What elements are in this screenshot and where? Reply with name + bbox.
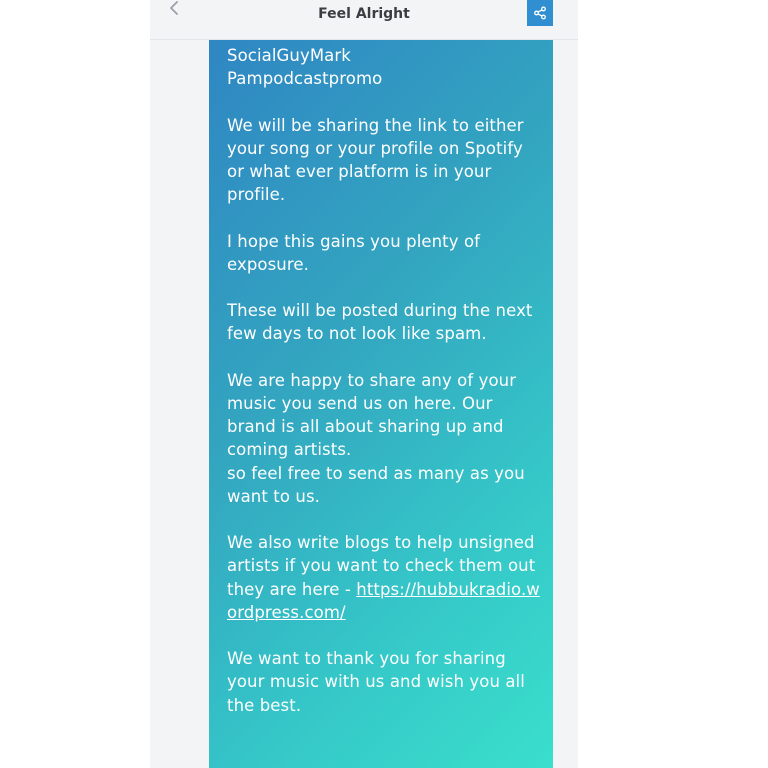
share-button[interactable] <box>527 0 553 26</box>
chat-screen <box>150 0 578 768</box>
paragraph-4 <box>227 369 545 508</box>
top-bar <box>150 0 578 40</box>
sender-name: SocialGuyMark <box>227 46 351 65</box>
sender-handle: Pampodcastpromo <box>227 69 383 89</box>
blog-link[interactable]: https://hubbukradio.wordpress.com/ <box>227 579 540 622</box>
share-icon <box>533 6 547 20</box>
sender-block <box>227 44 545 90</box>
paragraph-5 <box>227 531 545 624</box>
page-title: Feel Alright <box>318 6 410 22</box>
paragraph-4-line-1: We are happy to share any of your music you send us on here. Our brand is all about sharing up and coming artists. <box>227 370 517 460</box>
paragraph-4-line-2: so feel free to send as many as you want to us. <box>227 463 525 506</box>
paragraph-3: These will be posted during the next few days to not look like spam. <box>227 301 533 344</box>
paragraph-5-text: We also write blogs to help unsigned artists if you want to check them out they are here - <box>227 533 536 599</box>
paragraph-1: We will be sharing the link to either your song or your profile on Spotify or what ever platform is in your profile. <box>227 115 524 205</box>
message-text <box>227 44 545 740</box>
paragraph-2: I hope this gains you plenty of exposure. <box>227 231 481 274</box>
message-bubble <box>209 40 553 768</box>
paragraph-6: We want to thank you for sharing your music with us and wish you all the best. <box>227 649 525 715</box>
